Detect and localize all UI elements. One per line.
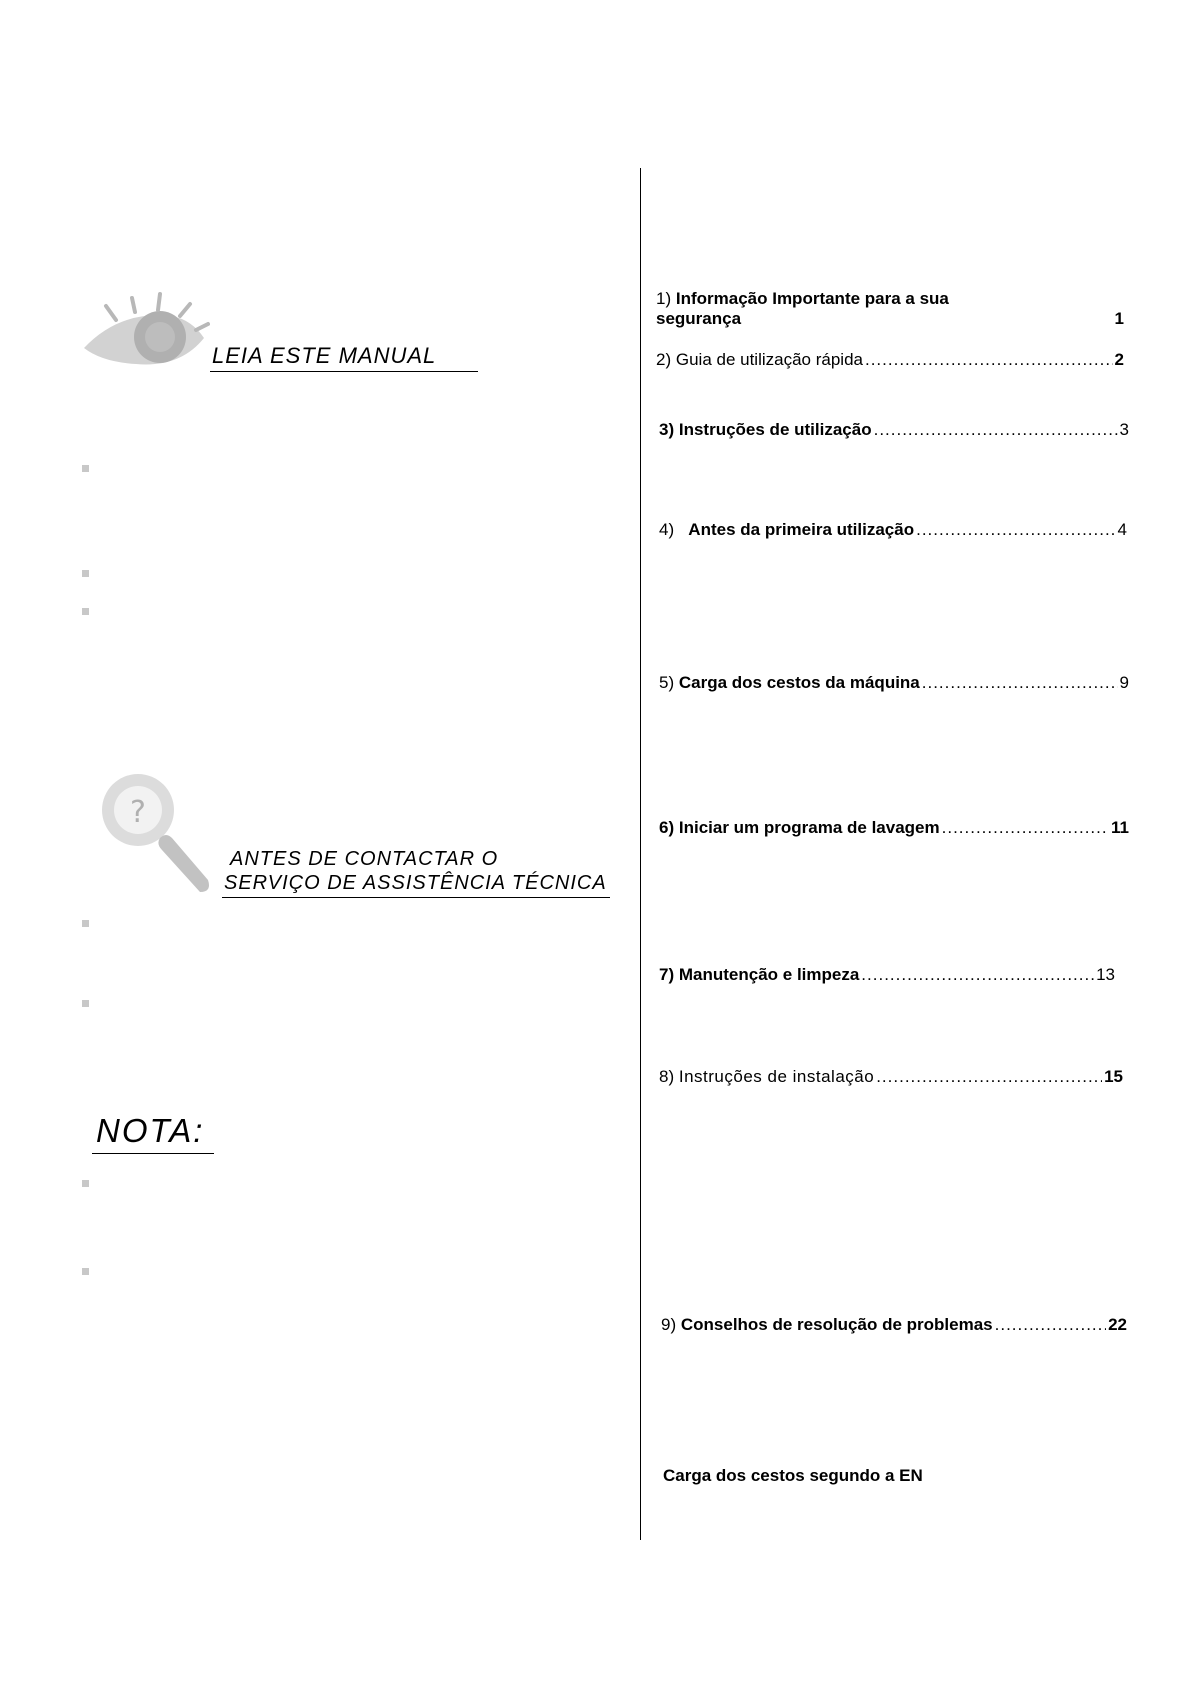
toc-title-line2: segurança — [656, 309, 742, 328]
extra-note: Carga dos cestos segundo a EN — [663, 1466, 923, 1485]
toc-item-4 — [659, 520, 1127, 540]
toc-num: 2) — [656, 350, 672, 369]
bullet — [82, 1268, 89, 1275]
toc-item-8 — [659, 1067, 1123, 1087]
bullet — [82, 920, 89, 927]
toc-page: 11 — [1111, 818, 1129, 837]
toc-num: 7) — [659, 965, 675, 984]
toc-item-9 — [661, 1315, 1127, 1335]
toc-page: 9 — [1119, 673, 1129, 692]
before-contact-line1: ANTES DE CONTACTAR O — [230, 848, 499, 870]
toc-title: Iniciar um programa de lavagem — [678, 818, 940, 837]
toc-page: 1 — [1114, 309, 1124, 328]
magnifier-question-icon — [96, 768, 216, 898]
toc-page: 4 — [1117, 520, 1127, 539]
toc-title: Antes da primeira utilização — [688, 520, 915, 539]
toc-num: 4) — [659, 520, 675, 539]
toc-num: 1) — [656, 289, 672, 308]
toc-title: Conselhos de resolução de problemas — [680, 1315, 993, 1334]
toc-page: 13 — [1096, 965, 1115, 984]
toc-item-1 — [656, 289, 1124, 329]
toc-item-7 — [659, 965, 1115, 985]
toc-num: 3) — [659, 420, 675, 439]
toc-title: Guia de utilização rápida — [675, 350, 863, 369]
toc-page: 3 — [1119, 420, 1129, 439]
toc-num: 6) — [659, 818, 675, 837]
before-contact-line2: SERVIÇO DE ASSISTÊNCIA TÉCNICA — [224, 872, 607, 894]
toc-item-6 — [659, 818, 1129, 838]
toc-num: 9) — [661, 1315, 677, 1334]
toc-title: Instruções de instalação — [678, 1067, 875, 1086]
toc-page: 22 — [1108, 1315, 1127, 1334]
bullet — [82, 608, 89, 615]
column-divider — [640, 168, 641, 1540]
eye-icon — [80, 290, 210, 370]
toc-num: 5) — [659, 673, 675, 692]
toc-page: 2 — [1114, 350, 1124, 369]
svg-text:?: ? — [130, 795, 146, 830]
bullet — [82, 1000, 89, 1007]
read-manual-underline — [210, 371, 478, 372]
nota-heading: NOTA: — [96, 1112, 205, 1149]
toc-title: Instruções de utilização — [678, 420, 872, 439]
toc-page: 15 — [1104, 1067, 1123, 1086]
read-manual-heading: LEIA ESTE MANUAL — [212, 343, 437, 368]
toc-title: Manutenção e limpeza — [678, 965, 860, 984]
toc-title-line1: Informação Importante para a sua — [675, 289, 949, 308]
toc-item-5 — [659, 673, 1129, 693]
toc-item-3 — [659, 420, 1129, 440]
bullet — [82, 465, 89, 472]
toc-title: Carga dos cestos da máquina — [678, 673, 920, 692]
toc-item-2 — [656, 350, 1124, 370]
bullet — [82, 570, 89, 577]
before-contact-underline — [222, 897, 610, 898]
toc-num: 8) — [659, 1067, 675, 1086]
bullet — [82, 1180, 89, 1187]
nota-underline — [92, 1153, 214, 1154]
